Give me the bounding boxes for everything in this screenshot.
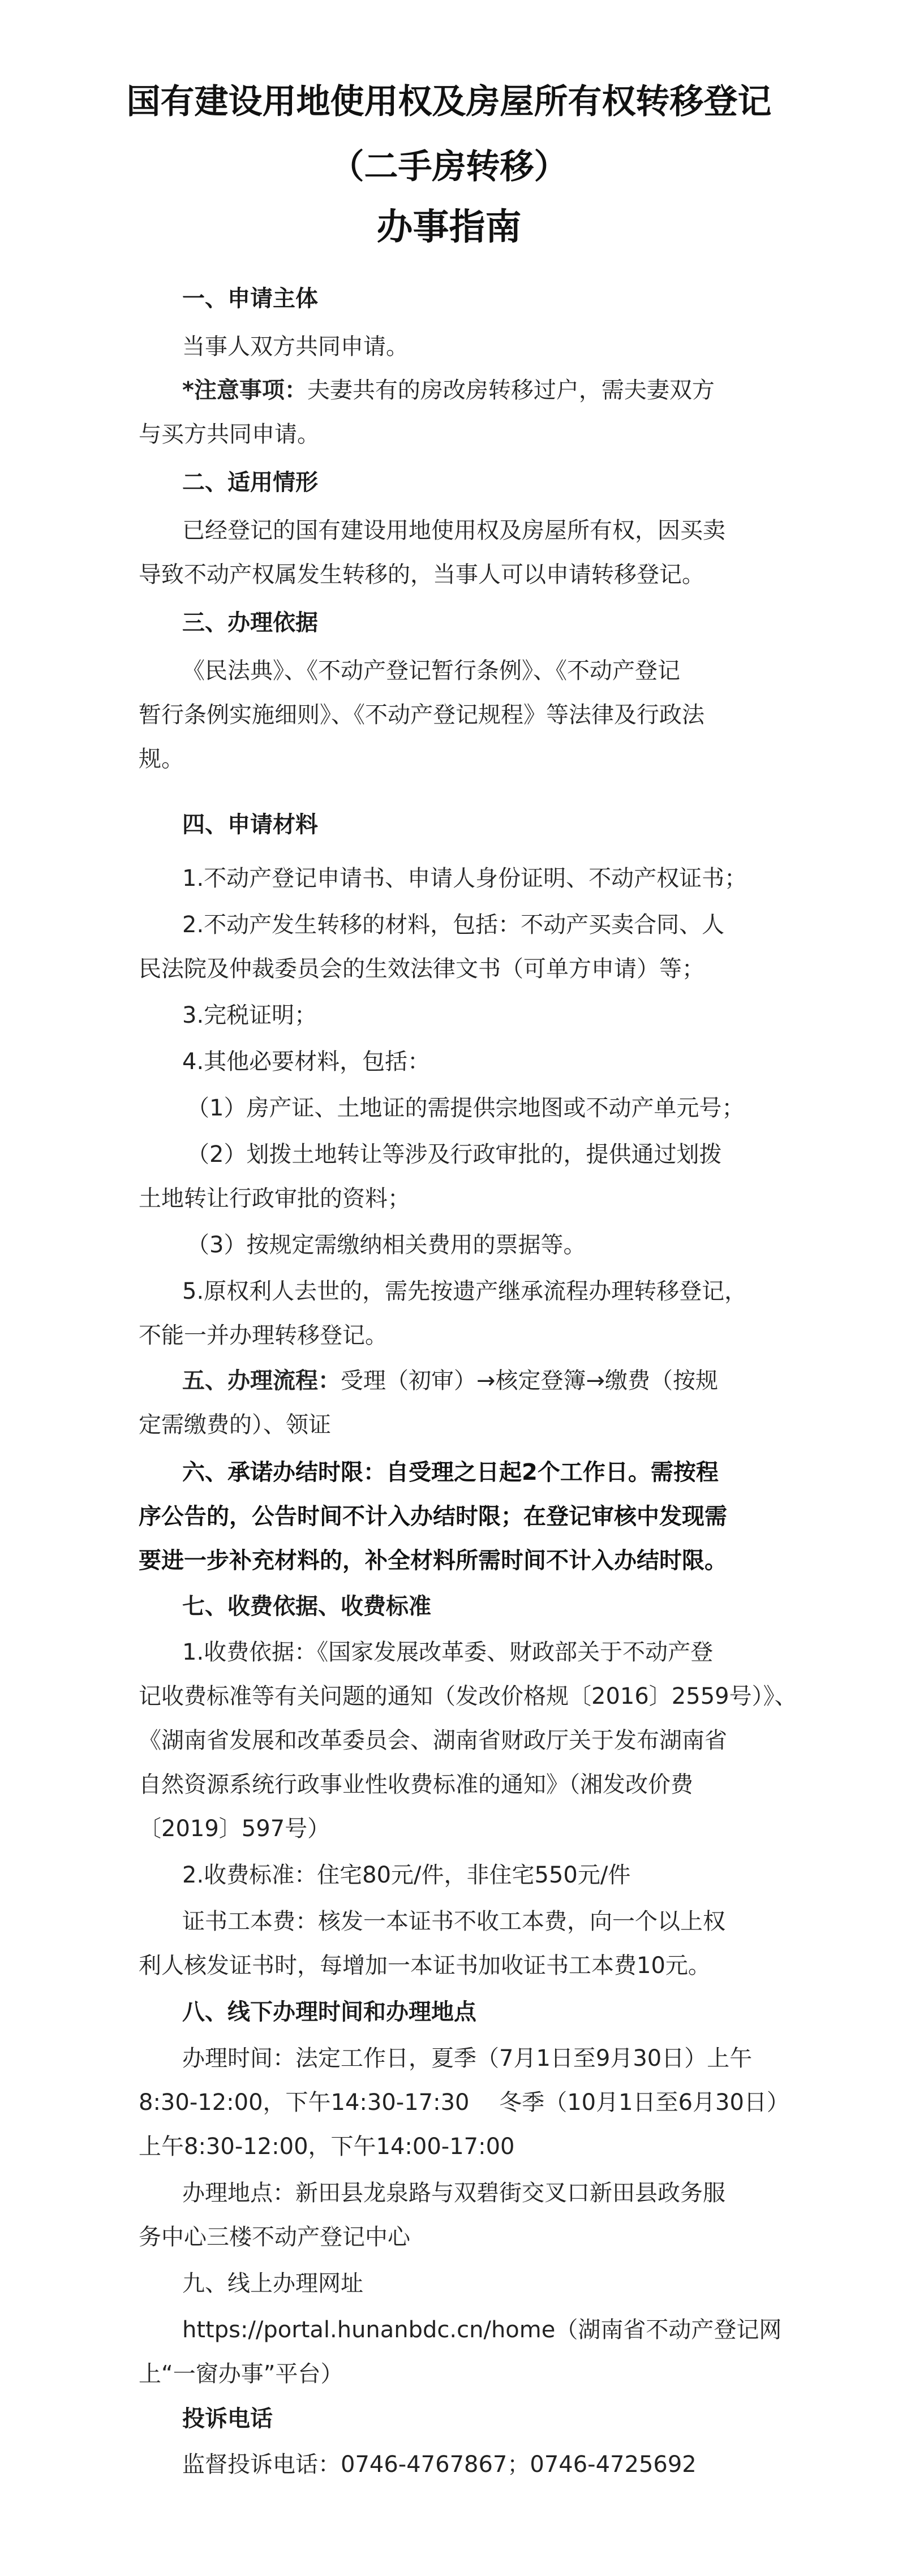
s5-heading: 五、办理流程： — [182, 1368, 341, 1394]
s2-heading: 二、适用情形 — [182, 469, 318, 496]
complaint-heading: 投诉电话 — [182, 2406, 273, 2432]
s1-note-label: *注意事项： — [182, 377, 307, 403]
s8-line2: 8:30-12:00，下午14:30-17:30 冬季（10月1日至6月30日） — [139, 2090, 789, 2116]
s7-line2: 记收费标准等有关问题的通知（发改价格规〔2016〕2559号）》、 — [139, 1683, 797, 1709]
s4-sub2-line1: （2）划拨土地转让等涉及行政审批的，提供通过划拨 — [187, 1141, 722, 1168]
s5-text: 受理（初审）→核定登簿→缴费（按规 — [341, 1368, 719, 1394]
s1-note-line2: 与买方共同申请。 — [139, 421, 320, 447]
s4-item5-line1: 5.原权利人去世的，需先按遗产继承流程办理转移登记， — [182, 1278, 747, 1304]
s4-item4: 4.其他必要材料，包括： — [182, 1049, 431, 1075]
title-line-1: 国有建设用地使用权及房屋所有权转移登记 — [126, 82, 772, 122]
complaint-line: 监督投诉电话：0746-4767867；0746-4725692 — [182, 2452, 697, 2478]
s1-note — [182, 374, 715, 406]
s7-heading: 七、收费依据、收费标准 — [182, 1593, 431, 1619]
s4-item2-line2: 民法院及仲裁委员会的生效法律文书（可单方申请）等； — [139, 956, 704, 982]
s3-line1: 《民法典》、《不动产登记暂行条例》、《不动产登记 — [182, 658, 680, 684]
s5-line2: 定需缴费的）、领证 — [139, 1412, 331, 1438]
s2-line1: 已经登记的国有建设用地使用权及房屋所有权，因买卖 — [182, 518, 725, 544]
s1-heading: 一、申请主体 — [182, 286, 318, 312]
s3-line2: 暂行条例实施细则》、《不动产登记规程》等法律及行政法 — [139, 702, 704, 728]
s4-item2-line1: 2.不动产发生转移的材料，包括：不动产买卖合同、人 — [182, 912, 725, 938]
title-line-3: 办事指南 — [376, 206, 522, 248]
s6-line2: 序公告的，公告时间不计入办结时限；在登记审核中发现需 — [139, 1504, 727, 1530]
s8-heading: 八、线下办理时间和办理地点 — [182, 1999, 476, 2025]
s7-line3: 《湖南省发展和改革委员会、湖南省财政厅关于发布湖南省 — [139, 1728, 727, 1754]
s4-sub2-line2: 土地转让行政审批的资料； — [139, 1186, 410, 1212]
s8-line5: 务中心三楼不动产登记中心 — [139, 2224, 410, 2250]
s8-line4: 办理地点：新田县龙泉路与双碧街交叉口新田县政务服 — [182, 2180, 725, 2206]
s6-line3: 要进一步补充材料的，补全材料所需时间不计入办结时限。 — [139, 1548, 727, 1574]
s7-line4: 自然资源系统行政事业性收费标准的通知》（湘发改价费 — [139, 1772, 693, 1798]
s7-line8: 利人核发证书时，每增加一本证书加收证书工本费10元。 — [139, 1953, 711, 1979]
s4-item1: 1.不动产登记申请书、申请人身份证明、不动产权证书； — [182, 865, 747, 891]
s2-line2: 导致不动产权属发生转移的，当事人可以申请转移登记。 — [139, 562, 704, 588]
s1-line1: 当事人双方共同申请。 — [182, 334, 409, 360]
s8-line1: 办理时间：法定工作日，夏季（7月1日至9月30日）上午 — [182, 2045, 753, 2071]
s7-line6: 2.收费标准：住宅80元/件，非住宅550元/件 — [182, 1862, 631, 1888]
s6-line1: 六、承诺办结时限：自受理之日起2个工作日。需按程 — [182, 1459, 719, 1485]
s7-line1: 1.收费依据：《国家发展改革委、财政部关于不动产登 — [182, 1639, 714, 1665]
s9-line1: https://portal.hunanbdc.cn/home（湖南省不动产登记网 — [182, 2317, 782, 2343]
s4-item3: 3.完税证明； — [182, 1002, 317, 1028]
s3-line3: 规。 — [139, 746, 184, 772]
s7-line7: 证书工本费：核发一本证书不收工本费，向一个以上权 — [182, 1909, 725, 1935]
s7-line5: 〔2019〕597号） — [139, 1816, 330, 1842]
s4-sub1: （1）房产证、土地证的需提供宗地图或不动产单元号； — [187, 1095, 745, 1121]
s4-heading: 四、申请材料 — [182, 812, 318, 838]
s9-line2: 上“一窗办事”平台） — [139, 2361, 343, 2387]
s4-item5-line2: 不能一并办理转移登记。 — [139, 1323, 388, 1349]
title-line-2: （二手房转移） — [330, 147, 568, 187]
s1-note-text: 夫妻共有的房改房转移过户，需夫妻双方 — [307, 377, 715, 403]
s4-sub3: （3）按规定需缴纳相关费用的票据等。 — [187, 1232, 586, 1258]
s5-line1 — [182, 1365, 718, 1397]
s3-heading: 三、办理依据 — [182, 610, 318, 636]
s8-line3: 上午8:30-12:00，下午14:00-17:00 — [139, 2134, 515, 2160]
s9-heading: 九、线上办理网址 — [182, 2271, 363, 2297]
